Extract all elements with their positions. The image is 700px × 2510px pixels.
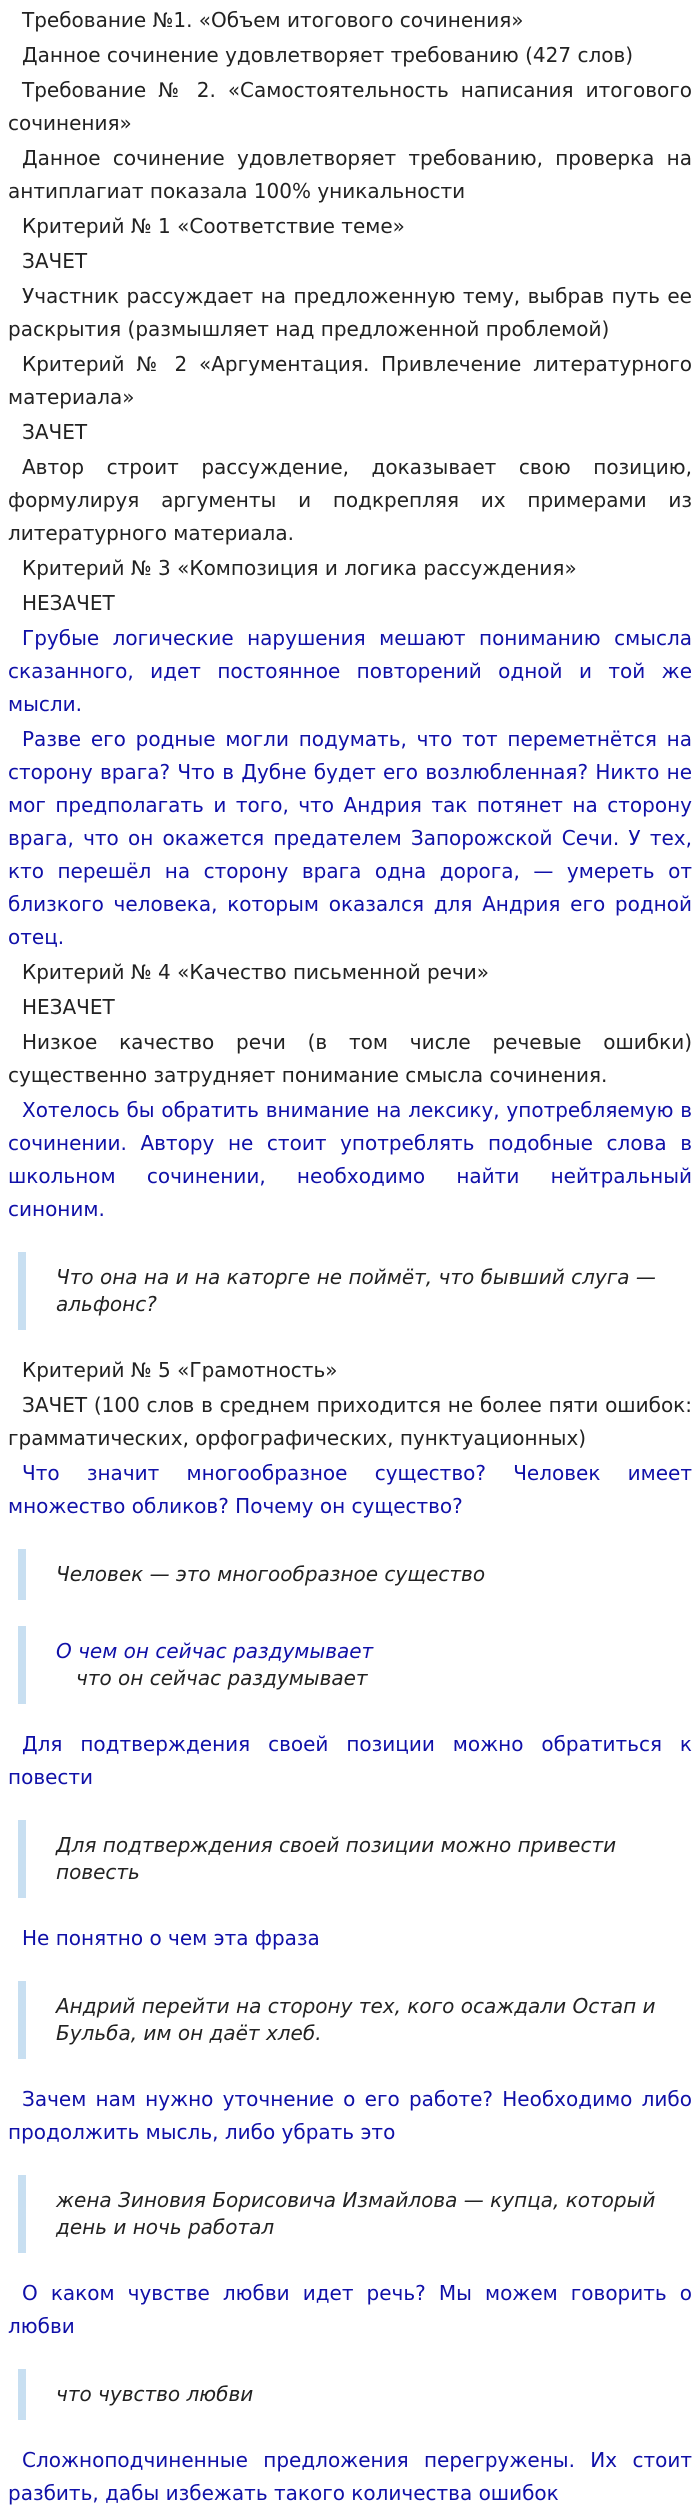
paragraph: НЕЗАЧЕТ (22, 995, 115, 1019)
reviewer-comment: Зачем нам нужно уточнение о его работе? Необходимо либо продолжить мысль, либо убрать это (8, 2087, 692, 2144)
paragraph: Данное сочинение удовлетворяет требованию (427 слов) (22, 43, 634, 67)
paragraph: Данное сочинение удовлетворяет требованию, проверка на антиплагиат показала 100% уникальности (8, 146, 692, 203)
paragraph: ЗАЧЕТ (100 слов в среднем приходится не более пяти ошибок: грамматических, орфографических, пунктуационных) (8, 1393, 692, 1450)
quote-line: Андрий перейти на сторону тех, кого осаждали Остап и Бульба, им он даёт хлеб. (56, 1994, 656, 2045)
reviewer-comment: О каком чувстве любви идет речь? Мы можем говорить о любви (8, 2281, 692, 2338)
blockquote (18, 2175, 692, 2253)
blockquote (18, 1549, 692, 1600)
blockquote (18, 1820, 692, 1898)
quote-line: Что она на и на каторге не поймёт, что бывший слуга — альфонс? (56, 1265, 656, 1316)
blockquote (18, 2369, 692, 2420)
paragraph: ЗАЧЕТ (22, 420, 88, 444)
reviewer-comment: Разве его родные могли подумать, что тот переметнётся на сторону врага? Что в Дубне будет его возлюбленная? Никто не мог предполагать и того, что Андрия так потянет на сторону врага, что он окажется предателем Запорожской Сечи. У тех, кто перешёл на сторону врага одна дорога, — умереть от близкого человека, которым оказался для Андрия его родной отец. (8, 727, 692, 949)
quote-line: жена Зиновия Борисовича Измайлова — купца, который день и ночь работал (56, 2188, 656, 2239)
paragraph: Участник рассуждает на предложенную тему, выбрав путь ее раскрытия (размышляет над предложенной проблемой) (8, 284, 692, 341)
paragraph: Критерий № 1 «Соответствие теме» (22, 214, 405, 238)
reviewer-comment: Не понятно о чем эта фраза (22, 1926, 320, 1950)
paragraph: Критерий № 5 «Грамотность» (22, 1358, 338, 1382)
quote-line: что чувство любви (56, 2382, 254, 2406)
paragraph: Низкое качество речи (в том числе речевые ошибки) существенно затрудняет понимание смысла сочинения. (8, 1030, 692, 1087)
quote-line: что он сейчас раздумывает (76, 1666, 368, 1690)
paragraph: ЗАЧЕТ (22, 249, 88, 273)
reviewer-comment: Для подтверждения своей позиции можно обратиться к повести (8, 1732, 692, 1789)
paragraph: Критерий № 4 «Качество письменной речи» (22, 960, 490, 984)
blockquote (18, 1626, 692, 1704)
quote-line: Для подтверждения своей позиции можно привести повесть (56, 1833, 617, 1884)
paragraph: Критерий № 2 «Аргументация. Привлечение литературного материала» (8, 352, 692, 409)
blockquote (18, 1981, 692, 2059)
paragraph: Критерий № 3 «Композиция и логика рассуждения» (22, 556, 577, 580)
quote-line: Человек — это многообразное существо (56, 1562, 486, 1586)
reviewer-comment: Грубые логические нарушения мешают пониманию смысла сказанного, идет постоянное повторений одной и той же мысли. (8, 626, 692, 716)
paragraph: Требование №1. «Объем итогового сочинения» (22, 8, 524, 32)
reviewer-comment: Хотелось бы обратить внимание на лексику, употребляемую в сочинении. Автору не стоит употреблять подобные слова в школьном сочинении, необходимо найти нейтральный синоним. (8, 1098, 692, 1221)
quote-correction: О чем он сейчас раздумывает (56, 1639, 374, 1663)
paragraph: Требование № 2. «Самостоятельность написания итогового сочинения» (8, 78, 692, 135)
blockquote (18, 1252, 692, 1330)
reviewer-comment: Сложноподчиненные предложения перегружены. Их стоит разбить, дабы избежать такого количества ошибок (8, 2448, 692, 2505)
paragraph: НЕЗАЧЕТ (22, 591, 115, 615)
reviewer-comment: Что значит многообразное существо? Человек имеет множество обликов? Почему он существо? (8, 1461, 692, 1518)
paragraph: Автор строит рассуждение, доказывает свою позицию, формулируя аргументы и подкрепляя их примерами из литературного материала. (8, 455, 692, 545)
